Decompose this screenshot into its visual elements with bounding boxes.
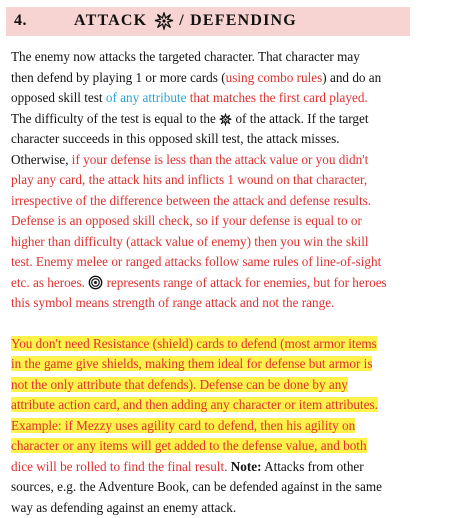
- p1-line-4: The difficulty of the test is equal to the of the attack. If the target: [11, 109, 455, 130]
- combo-rules-link: using combo rules: [226, 70, 323, 85]
- p2-line-6: character or any items will get added to the defense value, and both: [11, 436, 455, 457]
- section-title: [74, 12, 297, 30]
- any-attribute-text: of any attribute: [106, 90, 187, 105]
- p2-line-3: not the only attribute that defends). Defense can be done by any: [11, 375, 455, 396]
- attack-burst-icon: [154, 12, 174, 30]
- section-number: 4.: [14, 12, 27, 30]
- attack-burst-small-icon: [219, 113, 232, 126]
- p1-line-7: play any card, the attack hits and inflicts 1 wound on that character,: [11, 170, 455, 191]
- p1-line-8: irrespective of the difference between the attack and defense results.: [11, 191, 455, 212]
- p1-line-11: test. Enemy melee or ranged attacks follow same rules of line-of-sight: [11, 252, 455, 273]
- p2-line-5: Example: if Mezzy uses agility card to defend, then his agility on: [11, 416, 455, 437]
- section-header: [6, 7, 410, 36]
- p1-line-5: character succeeds in this opposed skill test, the attack misses.: [11, 129, 455, 150]
- p1-line-12: etc. as heroes. represents range of attack for enemies, but for heroes: [11, 273, 455, 294]
- rules-text: [11, 47, 455, 518]
- range-target-icon: [88, 275, 103, 290]
- note-label: Note:: [227, 459, 261, 474]
- p2-line-8: sources, e.g. the Adventure Book, can be defended against in the same: [11, 477, 455, 498]
- p2-line-1: You don't need Resistance (shield) cards to defend (most armor items: [11, 334, 455, 355]
- p2-line-9: way as defending against an enemy attack.: [11, 498, 455, 518]
- p1-line-13: this symbol means strength of range attack and not the range.: [11, 293, 455, 314]
- p1-line-2: then defend by playing 1 or more cards (using combo rules) and do an: [11, 68, 455, 89]
- section-title-defending: / DEFENDING: [179, 12, 297, 30]
- p1-line-3: opposed skill test of any attribute that matches the first card played.: [11, 88, 455, 109]
- p1-line-9: Defense is an opposed skill check, so if your defense is equal to or: [11, 211, 455, 232]
- p1-line-1: The enemy now attacks the targeted character. That character may: [11, 47, 455, 68]
- p1-line-10: higher than difficulty (attack value of enemy) then you win the skill: [11, 232, 455, 253]
- p1-line-6: Otherwise, if your defense is less than the attack value or you didn't: [11, 150, 455, 171]
- p2-line-7: dice will be rolled to find the final result. Note: Attacks from other: [11, 457, 455, 478]
- p2-line-2: in the game give shields, making them ideal for defense but armor is: [11, 354, 455, 375]
- section-title-attack: ATTACK: [74, 12, 147, 30]
- p2-line-4: attribute action card, and then adding any character or item attributes.: [11, 395, 455, 416]
